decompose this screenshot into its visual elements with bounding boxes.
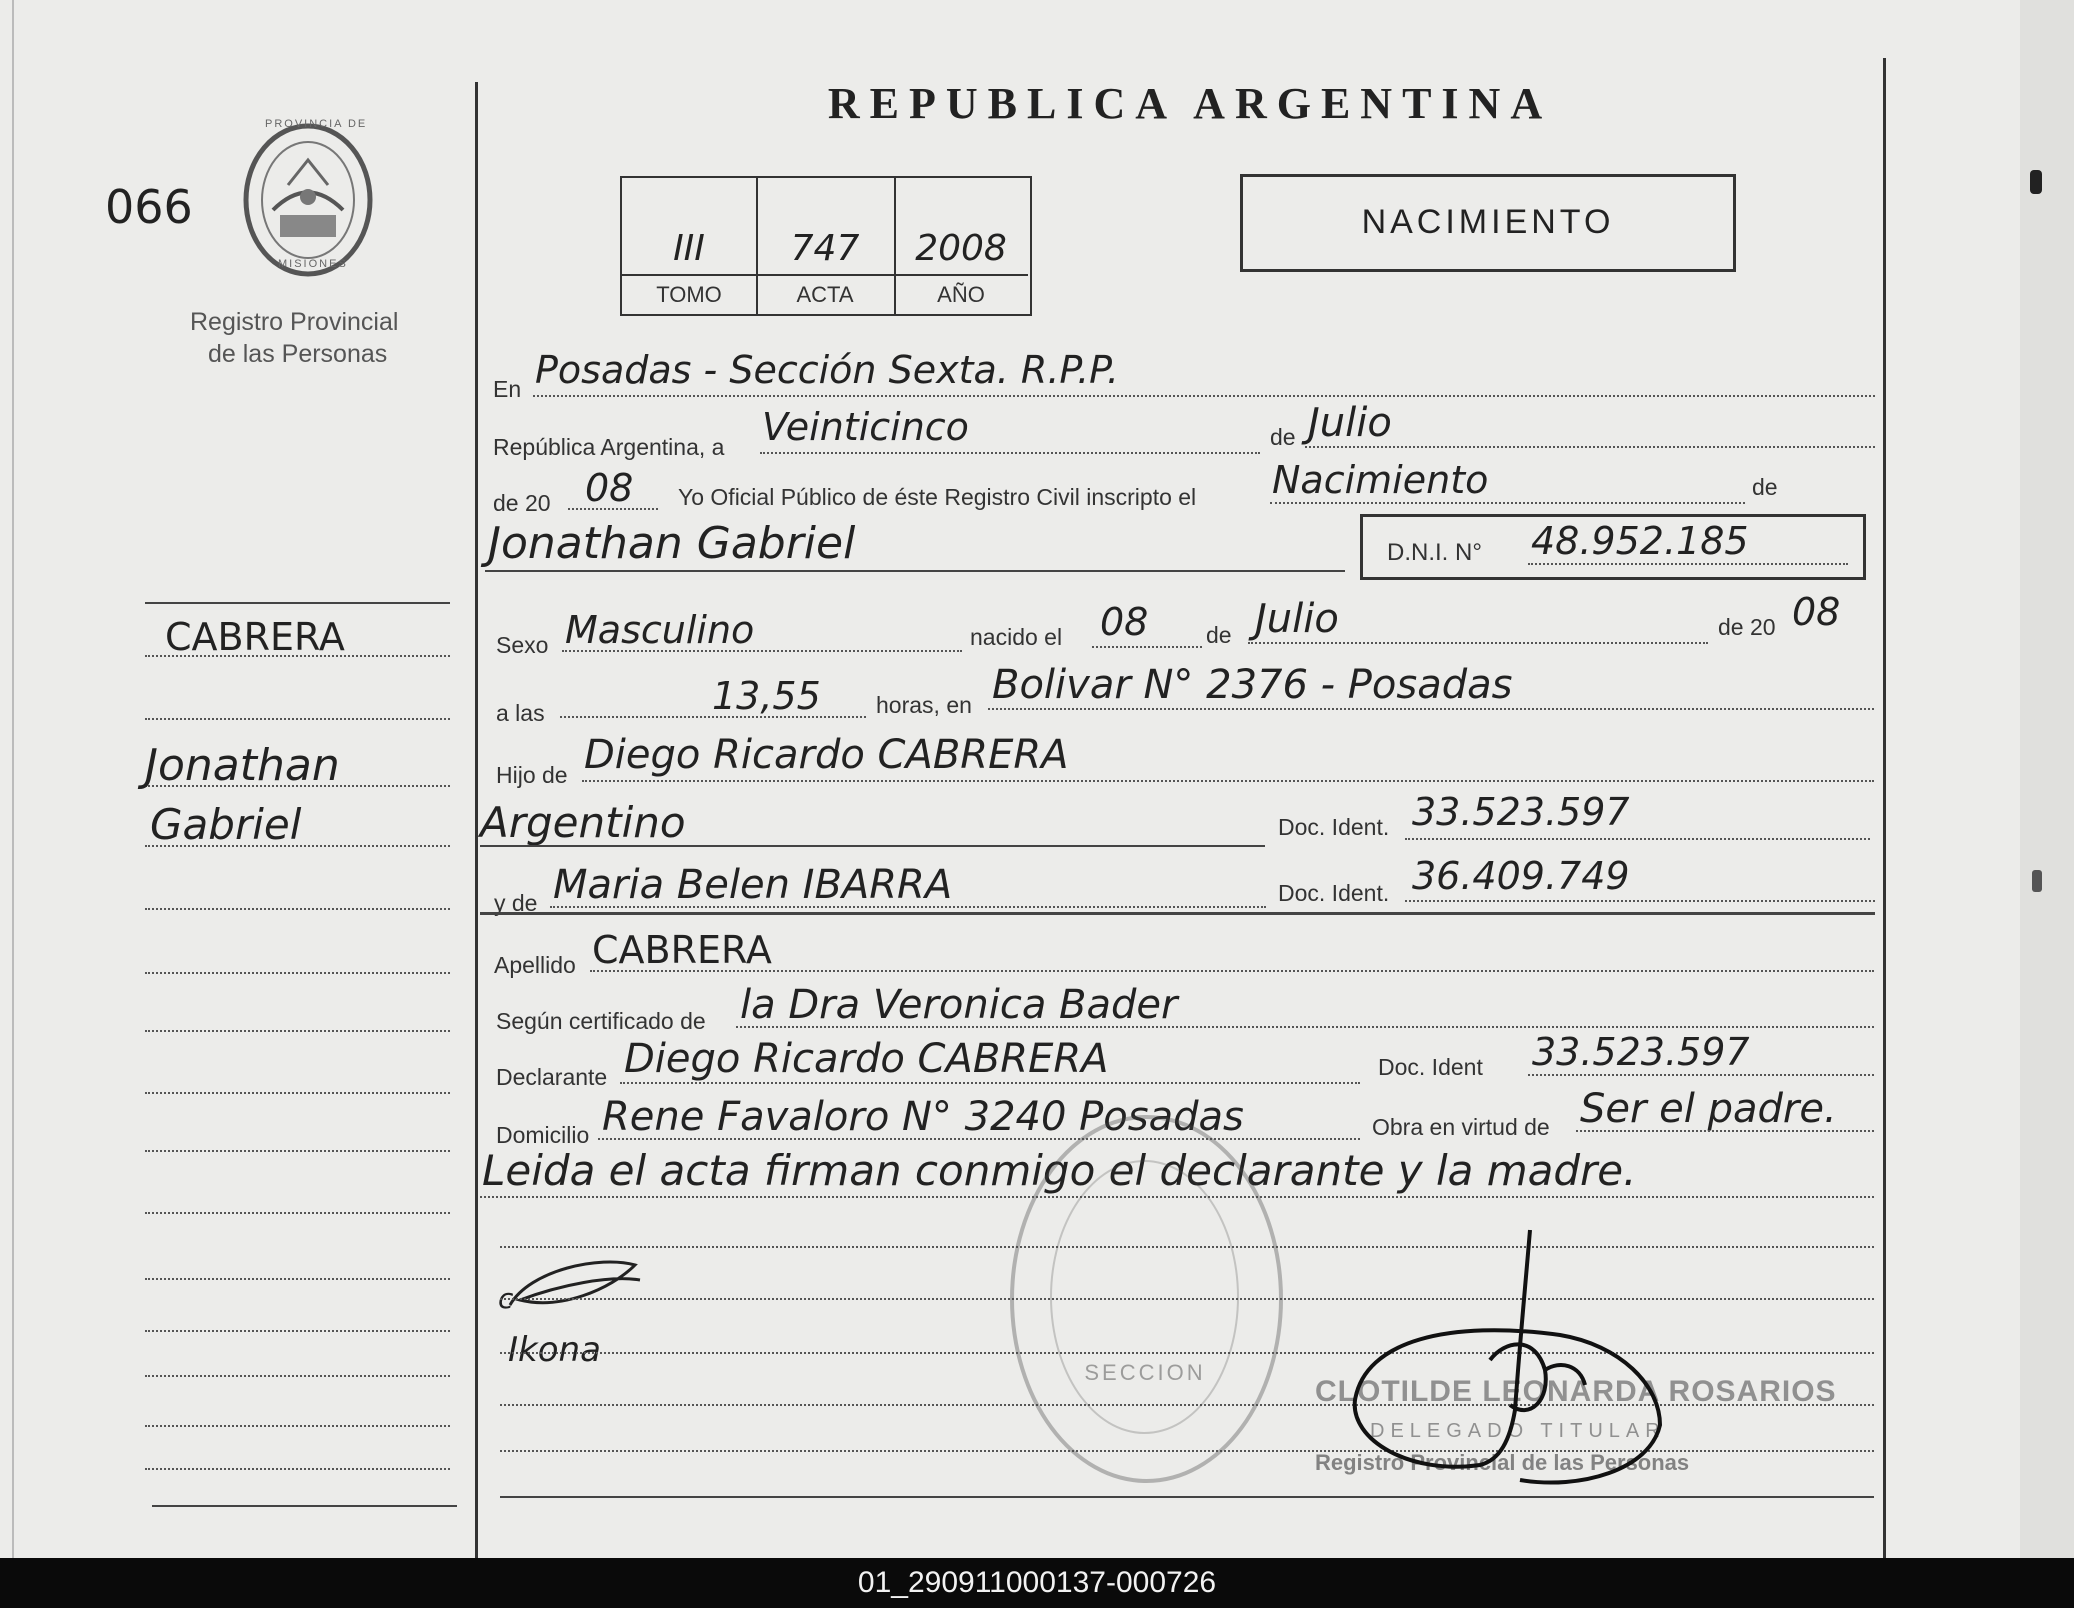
domicilio-value: Rene Favaloro N° 3240 Posadas [602,1094,1244,1140]
fill-line [988,708,1874,710]
domicilio-label: Domicilio [496,1122,590,1148]
oficial-label: Yo Oficial Público de éste Registro Civil inscripto el [678,484,1197,510]
de-label: de [1206,622,1232,648]
leida-acta-text: Leida el acta firman conmigo el declarante y la madre. [482,1146,1637,1195]
margin-line [145,1278,450,1280]
nacido-anio: 08 [1792,590,1841,634]
margin-line [145,1425,450,1427]
tipo-inscripcion: Nacimiento [1272,458,1489,502]
fill-line [533,395,1875,397]
fill-line [1305,446,1875,448]
nacido-dia: 08 [1100,600,1149,644]
nombre-padre: Diego Ricardo CABRERA [584,732,1069,778]
margin-line [145,1150,450,1152]
horas-label: horas, en [876,692,972,718]
margin-line [145,1092,450,1094]
nombre-madre: Maria Belen IBARRA [553,862,953,908]
margin-line [145,1212,450,1214]
republica-label: República Argentina, a [493,434,725,460]
margin-initial: c [498,1282,514,1315]
fill-line [1405,900,1875,902]
margin-second-name: Gabriel [150,800,302,849]
image-id-bar [0,1558,2074,1608]
fill-line [598,1138,1360,1140]
doc-madre: 36.409.749 [1412,854,1630,898]
right-border-line [1883,58,1886,1558]
fill-line [1528,1074,1874,1076]
margin-line [145,602,450,604]
record-number-table [620,176,1032,316]
dni-value: 48.952.185 [1531,519,1749,563]
certificado-label: Según certificado de [496,1008,706,1034]
nacionalidad-padre: Argentino [480,798,686,847]
anio-value: 2008 [915,228,1007,269]
margin-line [145,1375,450,1377]
edge-mark [2030,170,2042,194]
nombre-inscripto: Jonathan Gabriel [488,518,856,569]
margin-line [145,1468,450,1470]
declarante-value: Diego Ricardo CABRERA [624,1036,1109,1082]
official-signature [1330,1210,1690,1510]
margin-surname: CABRERA [165,615,345,659]
tomo-cell [622,178,758,314]
anio-cell [894,178,1028,314]
dni-label: D.N.I. N° [1387,539,1482,566]
seal-text-top: PROVINCIA DE [265,118,368,130]
fill-line [560,716,866,718]
fill-line [1528,563,1848,565]
image-id-label: 01_290911000137-000726 [857,1566,1217,1599]
hora-nacimiento: 13,55 [712,674,821,718]
dia-inscripcion: Veinticinco [762,405,969,449]
fill-line [1092,646,1202,648]
registry-name-line1: Registro Provincial [190,308,399,336]
folio-number: 066 [105,180,193,234]
hijo-label: Hijo de [496,762,568,788]
seal-text-bottom: MISIONES [278,258,348,270]
edge-mark [2032,870,2042,892]
en-label: En [493,376,522,402]
margin-line [145,718,450,720]
declarante-label: Declarante [496,1064,608,1090]
margin-first-name: Jonathan [145,740,340,791]
doc-padre: 33.523.597 [1412,790,1630,834]
fill-line [550,906,1266,908]
nacido-mes: Julio [1255,596,1339,642]
margin-line [145,908,450,910]
fill-line [1248,642,1708,644]
acta-cell [756,178,896,314]
de20-label: de 20 [493,490,551,516]
fill-line [562,650,962,652]
fill-line [620,1082,1360,1084]
fill-line [568,508,658,510]
mes-inscripcion: Julio [1308,400,1392,446]
fill-line [590,970,1874,972]
fill-line [736,1026,1874,1028]
apellido-label: Apellido [494,952,576,978]
acta-value: 747 [790,228,860,269]
certificado-value: la Dra Veronica Bader [740,982,1178,1028]
registry-name-line2: de las Personas [208,340,388,368]
de20-label: de 20 [1718,614,1776,640]
seal-text: SECCION [1084,1360,1206,1385]
fill-line [1405,838,1870,840]
document-type-box: NACIMIENTO [1240,174,1736,272]
doc-label: Doc. Ident. [1278,880,1390,906]
fill-line [485,570,1345,572]
lugar-inscripcion: Posadas - Sección Sexta. R.P.P. [535,348,1119,392]
official-name: CLOTILDE LEONARDA ROSARIOS [1315,1375,1837,1408]
anio-inscripcion: 08 [585,466,634,510]
obra-label: Obra en virtud de [1372,1114,1550,1140]
alas-label: a las [496,700,545,726]
nacido-label: nacido el [970,624,1063,650]
dni-box [1360,514,1866,580]
outer-left-edge [12,0,14,1558]
margin-signature [500,1250,650,1330]
official-role: DELEGADO TITULAR [1370,1420,1666,1442]
sexo-value: Masculino [565,608,755,652]
fill-line [1576,1130,1874,1132]
de-label: de [1270,424,1296,450]
anio-label: AÑO [894,274,1028,316]
sexo-label: Sexo [496,632,549,658]
margin-line [152,1505,457,1507]
official-organization: Registro Provincial de las Personas [1315,1450,1690,1475]
obra-value: Ser el padre. [1580,1086,1837,1132]
acta-label: ACTA [756,274,894,316]
apellido-value: CABRERA [592,928,772,972]
doc-declarante: 33.523.597 [1532,1030,1750,1074]
fill-line [1270,502,1745,504]
left-column-divider [475,82,478,1558]
fill-line [582,780,1874,782]
tomo-label: TOMO [622,274,756,316]
doc-label: Doc. Ident [1378,1054,1483,1080]
de-label: de [1752,474,1778,500]
margin-line [145,972,450,974]
tomo-value: III [673,228,705,269]
fill-line [760,452,1260,454]
page-edge [2020,0,2074,1558]
fill-line [480,845,1265,847]
page-title: REPUBLICA ARGENTINA [827,79,1553,128]
lugar-nacimiento: Bolivar N° 2376 - Posadas [992,662,1513,708]
fill-line [480,912,1875,915]
yde-label: y de [494,890,538,916]
margin-note: Ikona [508,1330,601,1370]
doc-label: Doc. Ident. [1278,814,1390,840]
margin-line [145,1030,450,1032]
margin-line [145,1330,450,1332]
official-seal-inner-ring [1050,1160,1239,1434]
